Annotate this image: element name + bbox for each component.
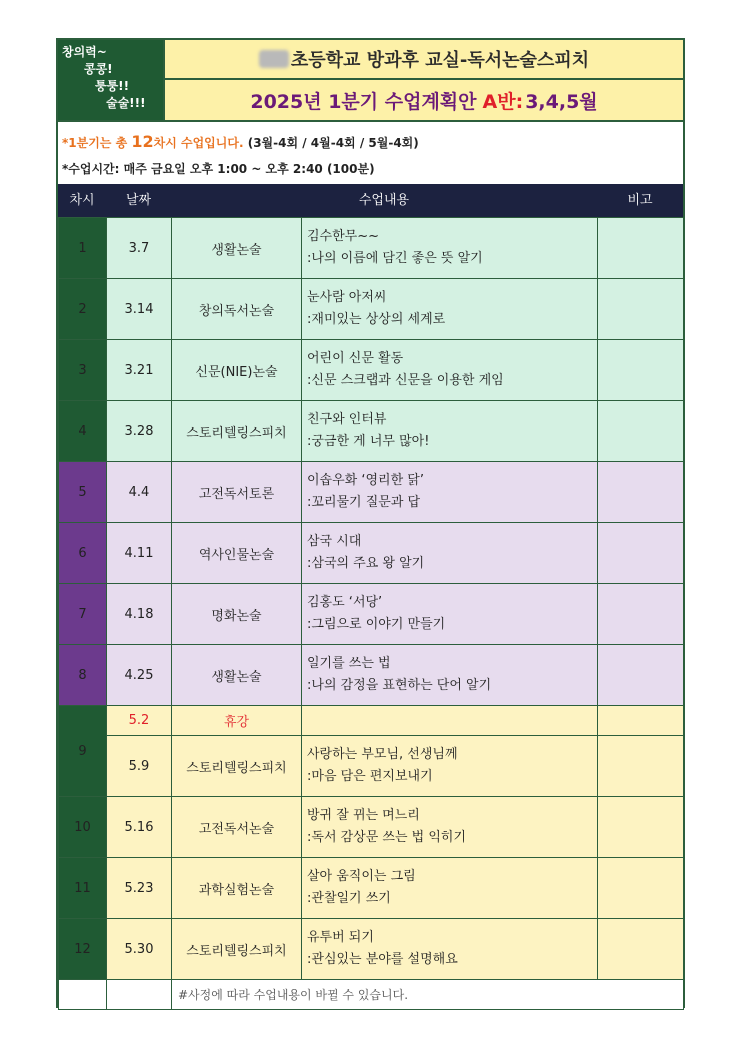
table-row xyxy=(59,919,684,980)
slogan-line: 창의력~ xyxy=(62,45,107,59)
session-title: 어린이 신문 활동 xyxy=(307,351,404,366)
session-title: 김홍도 ‘서당’ xyxy=(307,595,383,610)
session-content xyxy=(302,919,598,980)
session-content xyxy=(302,584,598,645)
session-title: 방귀 잘 뀌는 며느리 xyxy=(307,808,420,823)
session-desc: :신문 스크랩과 신문을 이용한 게임 xyxy=(307,373,504,388)
table-row xyxy=(59,584,684,645)
session-content xyxy=(302,462,598,523)
session-category: 역사인물논술 xyxy=(172,523,302,584)
session-date: 5.9 xyxy=(107,736,172,797)
session-note xyxy=(598,523,684,584)
session-note xyxy=(598,797,684,858)
session-category: 스토리텔링스피치 xyxy=(172,919,302,980)
page-title-text: 초등학교 방과후 교실-독서논술스피치 xyxy=(290,50,590,71)
session-date: 3.21 xyxy=(107,340,172,401)
subtitle-grades: 3,4,5월 xyxy=(525,90,598,113)
table-row xyxy=(59,218,684,279)
session-content xyxy=(302,401,598,462)
info-sessions-count: 12 xyxy=(131,132,154,151)
table-row xyxy=(59,462,684,523)
session-date: 5.30 xyxy=(107,919,172,980)
slogan-line: 콩콩! xyxy=(84,62,113,76)
session-title: 일기를 쓰는 법 xyxy=(307,656,391,671)
footnote: #사정에 따라 수업내용이 바뀔 수 있습니다. xyxy=(172,980,684,1010)
session-date: 3.7 xyxy=(107,218,172,279)
session-date: 4.18 xyxy=(107,584,172,645)
session-content xyxy=(302,645,598,706)
table-header xyxy=(58,184,683,217)
table-row xyxy=(59,279,684,340)
session-desc: :궁금한 게 너무 많아! xyxy=(307,434,430,449)
session-category: 창의독서논술 xyxy=(172,279,302,340)
session-number: 10 xyxy=(59,797,107,858)
session-content xyxy=(302,218,598,279)
slogan-line: 퉁퉁!! xyxy=(95,79,130,93)
session-desc: :꼬리물기 질문과 답 xyxy=(307,495,421,510)
holiday-note xyxy=(598,706,684,736)
table-row xyxy=(59,736,684,797)
session-title: 친구와 인터뷰 xyxy=(307,412,387,427)
session-title: 삼국 시대 xyxy=(307,534,362,549)
session-number: 5 xyxy=(59,462,107,523)
session-number: 12 xyxy=(59,919,107,980)
session-number: 9 xyxy=(59,706,107,797)
session-desc: :나의 감정을 표현하는 단어 알기 xyxy=(307,678,492,693)
lesson-plan-sheet xyxy=(56,38,685,1008)
holiday-content xyxy=(302,706,598,736)
table-row xyxy=(59,401,684,462)
session-note xyxy=(598,340,684,401)
session-note xyxy=(598,279,684,340)
session-category: 스토리텔링스피치 xyxy=(172,401,302,462)
session-desc: :관찰일기 쓰기 xyxy=(307,891,391,906)
session-note xyxy=(598,919,684,980)
column-header-date: 날짜 xyxy=(125,193,152,208)
session-desc: :삼국의 주요 왕 알기 xyxy=(307,556,425,571)
info-sessions-detail: (3월-4회 / 4월-4회 / 5월-4회) xyxy=(247,136,419,150)
session-desc: :나의 이름에 담긴 좋은 뜻 알기 xyxy=(307,251,483,266)
session-category: 과학실험논술 xyxy=(172,858,302,919)
session-date: 4.11 xyxy=(107,523,172,584)
info-line-time: *수업시간: 매주 금요일 오후 1:00 ~ 오후 2:40 (100분) xyxy=(62,162,375,176)
session-number: 2 xyxy=(59,279,107,340)
subtitle-class-text: A반: xyxy=(482,90,524,113)
page-subtitle xyxy=(163,80,683,120)
session-title: 사랑하는 부모님, 선생님께 xyxy=(307,747,458,762)
slogan-line: 술술!!! xyxy=(106,96,146,110)
session-number: 6 xyxy=(59,523,107,584)
session-date: 5.16 xyxy=(107,797,172,858)
session-content xyxy=(302,340,598,401)
session-note xyxy=(598,645,684,706)
session-number: 11 xyxy=(59,858,107,919)
session-category: 스토리텔링스피치 xyxy=(172,736,302,797)
footer-empty-cell xyxy=(107,980,172,1010)
session-number: 1 xyxy=(59,218,107,279)
session-title: 살아 움직이는 그림 xyxy=(307,869,416,884)
table-row xyxy=(59,523,684,584)
table-row xyxy=(59,797,684,858)
session-category: 명화논술 xyxy=(172,584,302,645)
info-section xyxy=(58,120,683,184)
session-category: 신문(NIE)논술 xyxy=(172,340,302,401)
session-content xyxy=(302,279,598,340)
session-desc: :마음 담은 편지보내기 xyxy=(307,769,433,784)
info-sessions-prefix: *1분기는 총 xyxy=(62,136,128,150)
session-note xyxy=(598,462,684,523)
page-title xyxy=(163,40,683,80)
session-title: 김수한무~~ xyxy=(307,229,380,244)
session-note xyxy=(598,218,684,279)
session-note xyxy=(598,736,684,797)
table-row xyxy=(59,858,684,919)
subtitle-prefix: 2025년 1분기 수업계획안 xyxy=(250,90,477,113)
session-content xyxy=(302,736,598,797)
session-category: 고전독서논술 xyxy=(172,797,302,858)
session-note xyxy=(598,584,684,645)
session-note xyxy=(598,401,684,462)
column-header-note: 비고 xyxy=(627,193,653,208)
column-header-session: 차시 xyxy=(69,193,95,208)
session-content xyxy=(302,523,598,584)
column-header-content: 수업내용 xyxy=(358,193,410,208)
session-desc: :재미있는 상상의 세계로 xyxy=(307,312,446,327)
redacted-school-name xyxy=(259,50,289,68)
session-desc: :관심있는 분야를 설명해요 xyxy=(307,952,458,967)
session-category: 생활논술 xyxy=(172,218,302,279)
session-number: 8 xyxy=(59,645,107,706)
session-category: 고전독서토론 xyxy=(172,462,302,523)
session-date: 4.4 xyxy=(107,462,172,523)
info-line-sessions xyxy=(62,132,419,151)
holiday-label: 휴강 xyxy=(172,706,302,736)
table-row xyxy=(59,645,684,706)
subtitle-class xyxy=(483,87,524,114)
holiday-date: 5.2 xyxy=(107,706,172,736)
slogan-box xyxy=(58,40,163,120)
session-title: 이솝우화 ‘영리한 닭’ xyxy=(307,473,424,488)
session-title: 눈사람 아저씨 xyxy=(307,290,387,305)
session-date: 4.25 xyxy=(107,645,172,706)
session-date: 3.14 xyxy=(107,279,172,340)
session-number: 3 xyxy=(59,340,107,401)
footer-empty-cell xyxy=(59,980,107,1010)
info-sessions-suffix: 차시 수업입니다. xyxy=(153,136,244,150)
session-category: 생활논술 xyxy=(172,645,302,706)
table-row-holiday xyxy=(59,706,684,736)
session-date: 3.28 xyxy=(107,401,172,462)
table-footer-row xyxy=(59,980,684,1010)
session-content xyxy=(302,797,598,858)
session-number: 4 xyxy=(59,401,107,462)
session-desc: :독서 감상문 쓰는 법 익히기 xyxy=(307,830,467,845)
session-title: 유투버 되기 xyxy=(307,930,374,945)
session-number: 7 xyxy=(59,584,107,645)
session-note xyxy=(598,858,684,919)
session-desc: :그림으로 이야기 만들기 xyxy=(307,617,446,632)
session-content xyxy=(302,858,598,919)
session-date: 5.23 xyxy=(107,858,172,919)
lesson-table xyxy=(58,217,684,1010)
table-row xyxy=(59,340,684,401)
